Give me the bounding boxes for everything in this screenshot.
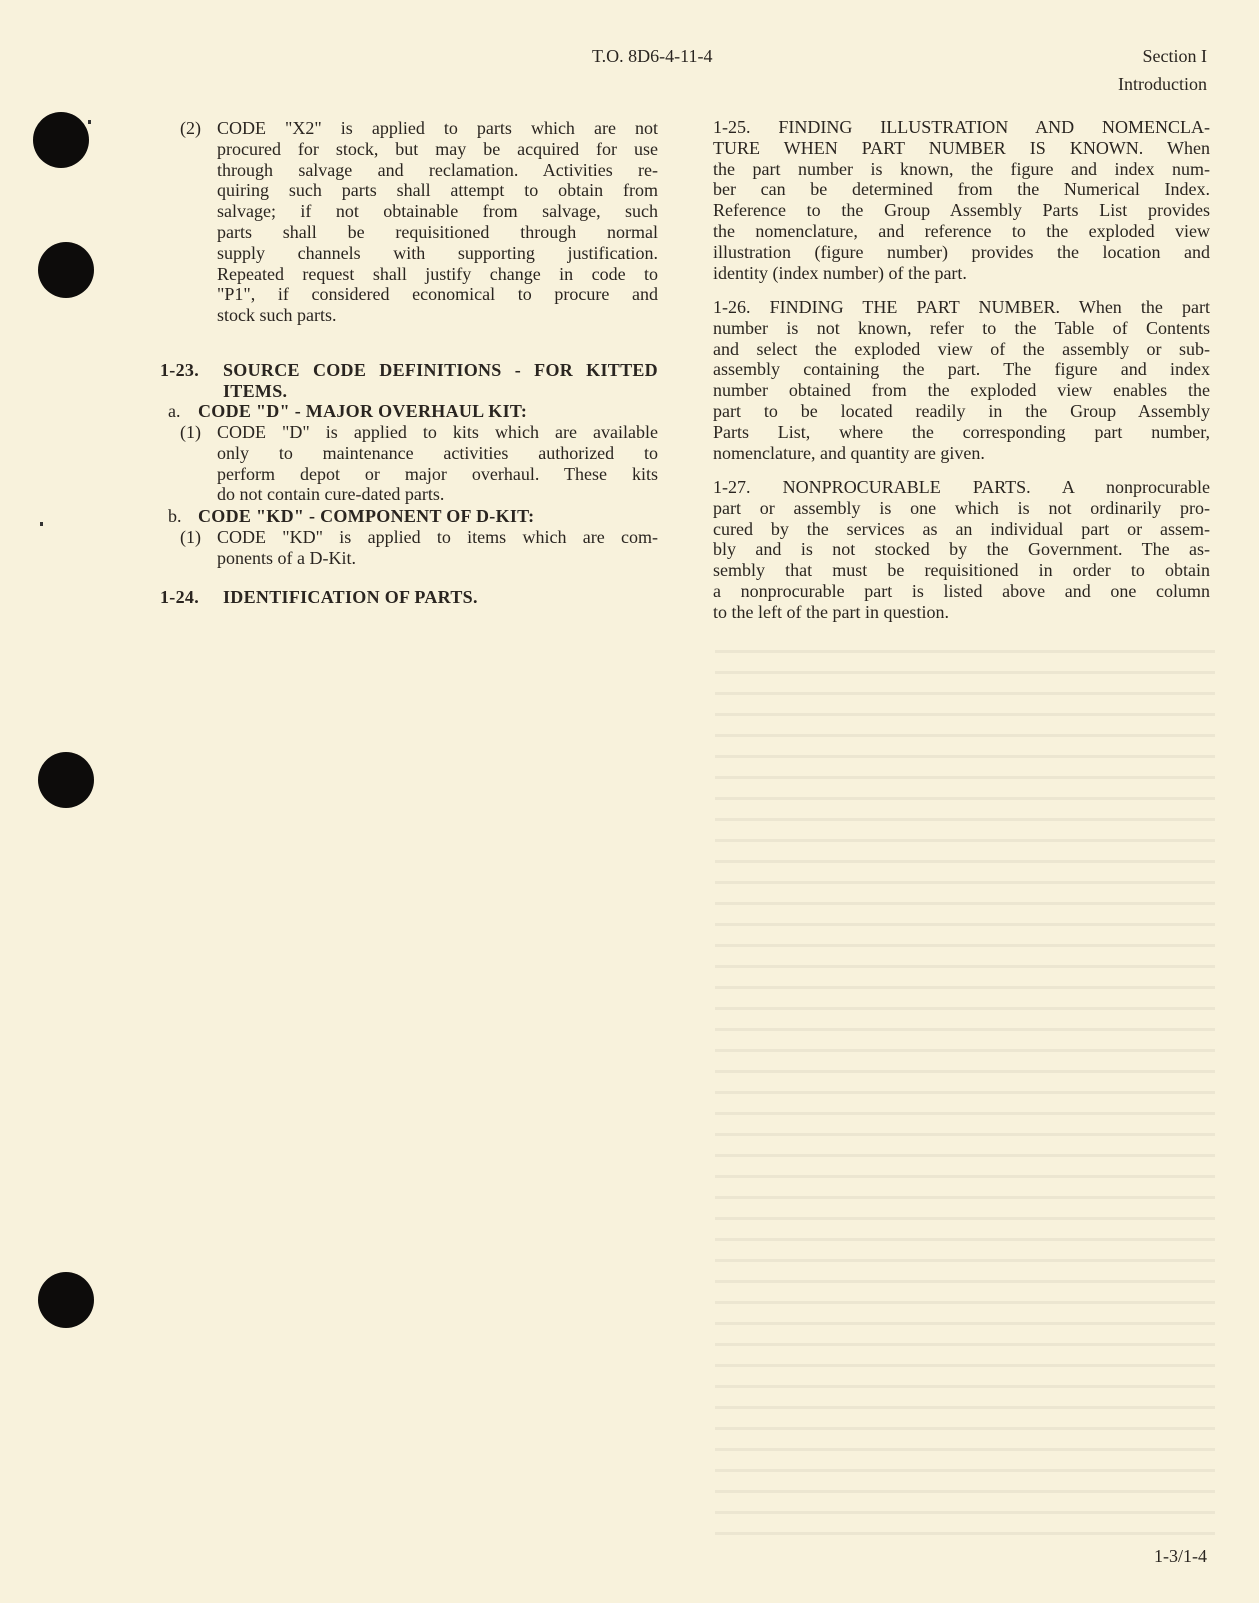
text-line: the part number is known, the figure and index num- [713, 158, 1210, 179]
text-line: the nomenclature, and reference to the exploded view [713, 220, 1210, 241]
text-line: ITEMS. [223, 380, 288, 401]
paragraph-code-d [217, 422, 658, 505]
section-number: 1-23. [160, 360, 199, 380]
section-number: 1-24. [160, 587, 199, 607]
binder-hole [33, 112, 89, 168]
text-line: CODE "KD" is applied to items which are com- [217, 527, 658, 547]
text-line: TURE WHEN PART NUMBER IS KNOWN. When [713, 137, 1210, 158]
text-line: CODE "X2" is applied to parts which are not [217, 118, 658, 138]
binder-hole [38, 1272, 94, 1328]
text-line: Parts List, where the corresponding part number, [713, 421, 1210, 442]
text-line: ponents of a D-Kit. [217, 547, 356, 568]
text-line: 1-26. FINDING THE PART NUMBER. When the part [713, 297, 1210, 317]
text-line: only to maintenance activities authorized to [217, 442, 658, 463]
text-line: to the left of the part in question. [713, 601, 949, 622]
text-line: assembly containing the part. The figure and index [713, 359, 1210, 380]
text-line: 1-25. FINDING ILLUSTRATION AND NOMENCLA- [713, 117, 1210, 137]
text-line: 1-27. NONPROCURABLE PARTS. A nonprocurable [713, 477, 1210, 497]
text-line: through salvage and reclamation. Activities re- [217, 159, 658, 180]
text-line: and select the exploded view of the assembly or sub- [713, 338, 1210, 359]
text-line: part or assembly is one which is not ordinarily pro- [713, 497, 1210, 518]
section-heading-1-23 [223, 360, 658, 402]
text-line: quiring such parts shall attempt to obtain from [217, 180, 658, 201]
paragraph-code-x2 [217, 118, 658, 326]
section-1-25 [713, 117, 1210, 283]
bleed-through [715, 650, 1215, 1550]
text-line: Reference to the Group Assembly Parts List provides [713, 200, 1210, 221]
item-label: (2) [180, 118, 201, 138]
text-line: salvage; if not obtainable from salvage, such [217, 201, 658, 222]
section-1-27 [713, 477, 1210, 623]
text-line: parts shall be requisitioned through normal [217, 221, 658, 242]
text-line: ber can be determined from the Numerical Index. [713, 179, 1210, 200]
text-line: do not contain cure-dated parts. [217, 484, 445, 505]
text-line: number obtained from the exploded view enables the [713, 380, 1210, 401]
text-line: number is not known, refer to the Table of Contents [713, 317, 1210, 338]
doc-number: T.O. 8D6-4-11-4 [592, 46, 713, 66]
item-label: (1) [180, 422, 201, 442]
text-line: cured by the services as an individual part or assem- [713, 518, 1210, 539]
section-title: Introduction [1118, 74, 1207, 94]
section-1-26 [713, 297, 1210, 463]
text-line: sembly that must be requisitioned in order to obtain [713, 560, 1210, 581]
paragraph-code-kd [217, 527, 658, 569]
text-line: stock such parts. [217, 305, 337, 326]
text-line: identity (index number) of the part. [713, 262, 967, 283]
section-heading-1-24: IDENTIFICATION OF PARTS. [223, 587, 478, 607]
text-line: CODE "D" is applied to kits which are available [217, 422, 658, 442]
binder-hole [38, 242, 94, 298]
item-heading: CODE "D" - MAJOR OVERHAUL KIT: [198, 401, 528, 421]
text-line: illustration (figure number) provides the location and [713, 241, 1210, 262]
page-number: 1-3/1-4 [1154, 1546, 1207, 1566]
text-line: supply channels with supporting justification. [217, 242, 658, 263]
text-line: nomenclature, and quantity are given. [713, 442, 985, 463]
text-line: bly and is not stocked by the Government. The as- [713, 539, 1210, 560]
text-line: SOURCE CODE DEFINITIONS - FOR KITTED [223, 360, 658, 380]
section-label: Section I [1142, 46, 1207, 66]
text-line: procured for stock, but may be acquired for use [217, 138, 658, 159]
text-line: "P1", if considered economical to procure and [217, 284, 658, 305]
text-line: a nonprocurable part is listed above and one column [713, 580, 1210, 601]
item-label: (1) [180, 527, 201, 547]
item-label: a. [168, 401, 181, 421]
item-heading: CODE "KD" - COMPONENT OF D-KIT: [198, 506, 535, 526]
item-label: b. [168, 506, 182, 526]
scan-speck [88, 120, 91, 124]
text-line: perform depot or major overhaul. These kits [217, 463, 658, 484]
binder-hole [38, 752, 94, 808]
text-line: Repeated request shall justify change in code to [217, 263, 658, 284]
scan-speck [40, 522, 43, 526]
text-line: part to be located readily in the Group Assembly [713, 400, 1210, 421]
